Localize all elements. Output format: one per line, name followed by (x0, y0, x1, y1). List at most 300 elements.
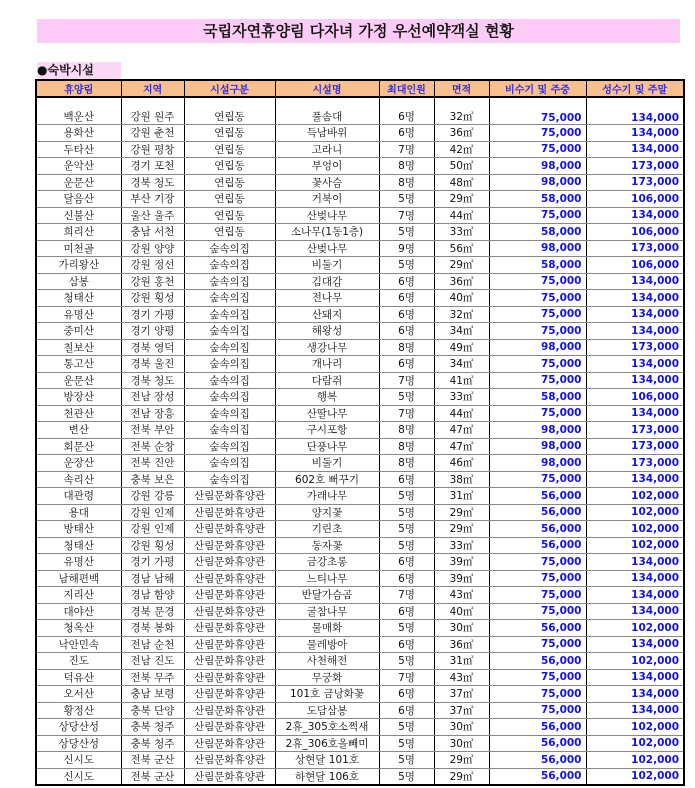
cell-peak-price: 134,000 (586, 587, 684, 604)
cell-facility-name: 물레방아 (275, 636, 379, 653)
cell-forest: 지리산 (36, 587, 121, 604)
cell-peak-price: 102,000 (586, 735, 684, 752)
cell-area: 40㎡ (434, 603, 489, 620)
cell-peak-price: 173,000 (586, 240, 684, 257)
cell-forest: 덕유산 (36, 669, 121, 686)
cell-area: 50㎡ (434, 158, 489, 175)
cell-facility-type: 숲속의집 (184, 471, 275, 488)
cell-area: 43㎡ (434, 587, 489, 604)
cell-facility-name: 꽃사슴 (275, 174, 379, 191)
cell-area: 46㎡ (434, 455, 489, 472)
header-row (36, 80, 684, 97)
cell-max-guests: 5명 (379, 653, 434, 670)
cell-facility-name: 2휴_305호소쩍새 (275, 719, 379, 736)
cell-max-guests: 8명 (379, 174, 434, 191)
cell-forest: 청옥산 (36, 620, 121, 637)
cell-region: 전북 부안 (121, 422, 184, 439)
cell-forest: 청태산 (36, 537, 121, 554)
cell-facility-name: 무궁화 (275, 669, 379, 686)
cell-region: 경기 포천 (121, 158, 184, 175)
table-row (36, 735, 684, 752)
cell-max-guests: 8명 (379, 455, 434, 472)
cell-facility-name: 101호 금낭화꽃 (275, 686, 379, 703)
cell-region: 경북 문경 (121, 603, 184, 620)
cell-facility-name: 602호 뻐꾸기 (275, 471, 379, 488)
table-row (36, 438, 684, 455)
cell-offpeak-price: 56,000 (489, 620, 586, 637)
cell-facility-type: 연립동 (184, 141, 275, 158)
cell-region: 충북 청주 (121, 735, 184, 752)
cell-region: 경남 함양 (121, 587, 184, 604)
cell-facility-type: 연립동 (184, 174, 275, 191)
cell-offpeak-price: 98,000 (489, 422, 586, 439)
cell-max-guests: 6명 (379, 306, 434, 323)
table-row (36, 620, 684, 637)
cell-forest: 삼봉 (36, 273, 121, 290)
cell-region: 경북 청도 (121, 372, 184, 389)
cell-offpeak-price: 75,000 (489, 570, 586, 587)
cell-peak-price: 106,000 (586, 191, 684, 208)
cell-max-guests: 6명 (379, 356, 434, 373)
cell-forest: 방태산 (36, 521, 121, 538)
header-offpeak-price: 비수기 및 주중 (489, 80, 586, 97)
cell-offpeak-price: 75,000 (489, 471, 586, 488)
cell-max-guests: 6명 (379, 273, 434, 290)
cell-region: 강원 횡성 (121, 537, 184, 554)
cell-facility-name: 2휴_306호올빼미 (275, 735, 379, 752)
cell-forest: 신불산 (36, 207, 121, 224)
cell-facility-name: 동자꽃 (275, 537, 379, 554)
cell-peak-price: 134,000 (586, 97, 684, 125)
cell-max-guests: 6명 (379, 554, 434, 571)
cell-offpeak-price: 75,000 (489, 356, 586, 373)
cell-area: 41㎡ (434, 372, 489, 389)
cell-offpeak-price: 56,000 (489, 653, 586, 670)
cell-facility-name: 물매화 (275, 620, 379, 637)
cell-facility-type: 연립동 (184, 97, 275, 125)
cell-region: 전북 군산 (121, 768, 184, 785)
cell-peak-price: 134,000 (586, 125, 684, 142)
table-row (36, 603, 684, 620)
cell-offpeak-price: 98,000 (489, 174, 586, 191)
cell-region: 전북 진안 (121, 455, 184, 472)
cell-offpeak-price: 75,000 (489, 702, 586, 719)
cell-region: 충남 서천 (121, 224, 184, 241)
table-row (36, 752, 684, 769)
cell-max-guests: 6명 (379, 471, 434, 488)
cell-region: 전북 순창 (121, 438, 184, 455)
cell-area: 38㎡ (434, 471, 489, 488)
cell-forest: 유명산 (36, 554, 121, 571)
cell-max-guests: 5명 (379, 488, 434, 505)
cell-facility-name: 다람쥐 (275, 372, 379, 389)
cell-forest: 신시도 (36, 752, 121, 769)
cell-area: 30㎡ (434, 719, 489, 736)
cell-max-guests: 6명 (379, 636, 434, 653)
cell-forest: 방장산 (36, 389, 121, 406)
cell-facility-type: 산림문화휴양관 (184, 570, 275, 587)
cell-offpeak-price: 98,000 (489, 455, 586, 472)
cell-region: 강원 강릉 (121, 488, 184, 505)
cell-facility-type: 산림문화휴양관 (184, 504, 275, 521)
cell-max-guests: 5명 (379, 719, 434, 736)
cell-facility-type: 산림문화휴양관 (184, 735, 275, 752)
cell-max-guests: 7명 (379, 207, 434, 224)
cell-max-guests: 6명 (379, 686, 434, 703)
cell-offpeak-price: 56,000 (489, 719, 586, 736)
cell-offpeak-price: 75,000 (489, 587, 586, 604)
cell-region: 경북 영덕 (121, 339, 184, 356)
cell-peak-price: 173,000 (586, 455, 684, 472)
cell-forest: 두타산 (36, 141, 121, 158)
cell-forest: 청태산 (36, 290, 121, 307)
cell-facility-type: 연립동 (184, 224, 275, 241)
cell-offpeak-price: 56,000 (489, 752, 586, 769)
cell-area: 30㎡ (434, 620, 489, 637)
cell-area: 32㎡ (434, 306, 489, 323)
cell-forest: 변산 (36, 422, 121, 439)
cell-facility-name: 부엉이 (275, 158, 379, 175)
cell-forest: 용화산 (36, 125, 121, 142)
cell-facility-type: 숲속의집 (184, 339, 275, 356)
cell-region: 강원 인제 (121, 521, 184, 538)
cell-peak-price: 134,000 (586, 290, 684, 307)
cell-facility-name: 사천해전 (275, 653, 379, 670)
cell-peak-price: 106,000 (586, 224, 684, 241)
cell-forest: 진도 (36, 653, 121, 670)
cell-forest: 용대 (36, 504, 121, 521)
cell-max-guests: 7명 (379, 141, 434, 158)
cell-facility-name: 해왕성 (275, 323, 379, 340)
cell-max-guests: 8명 (379, 339, 434, 356)
cell-area: 36㎡ (434, 636, 489, 653)
table-row (36, 273, 684, 290)
table-row (36, 521, 684, 538)
cell-region: 강원 정선 (121, 257, 184, 274)
cell-max-guests: 6명 (379, 125, 434, 142)
cell-forest: 운악산 (36, 158, 121, 175)
cell-region: 전남 장흥 (121, 405, 184, 422)
cell-region: 충남 보령 (121, 686, 184, 703)
table-row (36, 174, 684, 191)
cell-facility-name: 소나무(1동1층) (275, 224, 379, 241)
cell-facility-name: 기린초 (275, 521, 379, 538)
cell-peak-price: 134,000 (586, 686, 684, 703)
cell-forest: 운문산 (36, 174, 121, 191)
cell-facility-name: 산딸나무 (275, 405, 379, 422)
cell-area: 36㎡ (434, 125, 489, 142)
cell-region: 전남 장성 (121, 389, 184, 406)
cell-area: 33㎡ (434, 389, 489, 406)
cell-offpeak-price: 75,000 (489, 141, 586, 158)
cell-area: 40㎡ (434, 290, 489, 307)
cell-offpeak-price: 75,000 (489, 372, 586, 389)
cell-facility-name: 생강나무 (275, 339, 379, 356)
cell-offpeak-price: 75,000 (489, 323, 586, 340)
cell-area: 32㎡ (434, 97, 489, 125)
cell-facility-type: 산림문화휴양관 (184, 669, 275, 686)
cell-offpeak-price: 75,000 (489, 306, 586, 323)
cell-area: 29㎡ (434, 191, 489, 208)
cell-facility-name: 굴참나무 (275, 603, 379, 620)
cell-peak-price: 134,000 (586, 554, 684, 571)
cell-max-guests: 5명 (379, 389, 434, 406)
cell-facility-type: 산림문화휴양관 (184, 488, 275, 505)
cell-facility-type: 숲속의집 (184, 356, 275, 373)
cell-facility-name: 하현달 106호 (275, 768, 379, 785)
table-row (36, 554, 684, 571)
cell-region: 경남 남해 (121, 570, 184, 587)
cell-facility-type: 산림문화휴양관 (184, 719, 275, 736)
cell-peak-price: 134,000 (586, 356, 684, 373)
cell-area: 30㎡ (434, 735, 489, 752)
cell-peak-price: 173,000 (586, 174, 684, 191)
cell-peak-price: 134,000 (586, 323, 684, 340)
cell-offpeak-price: 75,000 (489, 636, 586, 653)
cell-facility-name: 도담삼봉 (275, 702, 379, 719)
cell-facility-type: 산림문화휴양관 (184, 554, 275, 571)
cell-facility-name: 득남바위 (275, 125, 379, 142)
cell-max-guests: 6명 (379, 290, 434, 307)
table-row (36, 702, 684, 719)
cell-facility-type: 산림문화휴양관 (184, 702, 275, 719)
cell-forest: 칠보산 (36, 339, 121, 356)
cell-facility-name: 양지꽃 (275, 504, 379, 521)
cell-forest: 오서산 (36, 686, 121, 703)
cell-forest: 운장산 (36, 455, 121, 472)
cell-region: 강원 춘천 (121, 125, 184, 142)
cell-offpeak-price: 75,000 (489, 554, 586, 571)
header-peak-price: 성수기 및 주말 (586, 80, 684, 97)
cell-max-guests: 5명 (379, 620, 434, 637)
cell-offpeak-price: 58,000 (489, 191, 586, 208)
cell-facility-type: 산림문화휴양관 (184, 752, 275, 769)
table-row (36, 240, 684, 257)
cell-max-guests: 7명 (379, 669, 434, 686)
cell-forest: 상당산성 (36, 735, 121, 752)
cell-forest: 상당산성 (36, 719, 121, 736)
cell-region: 경기 양평 (121, 323, 184, 340)
cell-offpeak-price: 58,000 (489, 389, 586, 406)
table-row (36, 257, 684, 274)
cell-peak-price: 102,000 (586, 768, 684, 785)
header-region: 지역 (121, 80, 184, 97)
cell-forest: 백운산 (36, 97, 121, 125)
cell-forest: 미천골 (36, 240, 121, 257)
cell-area: 33㎡ (434, 224, 489, 241)
cell-area: 44㎡ (434, 405, 489, 422)
cell-facility-type: 산림문화휴양관 (184, 653, 275, 670)
cell-area: 47㎡ (434, 422, 489, 439)
cell-offpeak-price: 75,000 (489, 290, 586, 307)
facility-table (35, 79, 685, 786)
cell-facility-name: 산돼지 (275, 306, 379, 323)
cell-facility-type: 숲속의집 (184, 405, 275, 422)
page-title: 국립자연휴양림 다자녀 가정 우선예약객실 현황 (37, 19, 680, 43)
cell-facility-type: 숲속의집 (184, 240, 275, 257)
table-row (36, 471, 684, 488)
cell-peak-price: 134,000 (586, 372, 684, 389)
table-row (36, 306, 684, 323)
cell-area: 43㎡ (434, 669, 489, 686)
cell-region: 경기 가평 (121, 306, 184, 323)
header-facility-type: 시설구분 (184, 80, 275, 97)
cell-max-guests: 9명 (379, 240, 434, 257)
table-row (36, 158, 684, 175)
cell-facility-name: 김대감 (275, 273, 379, 290)
table-row (36, 97, 684, 125)
cell-region: 충북 보은 (121, 471, 184, 488)
cell-facility-name: 개나리 (275, 356, 379, 373)
cell-max-guests: 6명 (379, 702, 434, 719)
cell-facility-type: 숲속의집 (184, 306, 275, 323)
cell-peak-price: 173,000 (586, 422, 684, 439)
cell-peak-price: 134,000 (586, 405, 684, 422)
cell-area: 31㎡ (434, 488, 489, 505)
table-row (36, 686, 684, 703)
cell-facility-name: 반달가슴곰 (275, 587, 379, 604)
cell-region: 강원 평창 (121, 141, 184, 158)
cell-peak-price: 102,000 (586, 521, 684, 538)
cell-forest: 중미산 (36, 323, 121, 340)
table-row (36, 405, 684, 422)
cell-max-guests: 5명 (379, 504, 434, 521)
cell-region: 경기 가평 (121, 554, 184, 571)
cell-area: 36㎡ (434, 273, 489, 290)
cell-peak-price: 102,000 (586, 719, 684, 736)
header-facility-name: 시설명 (275, 80, 379, 97)
table-row (36, 669, 684, 686)
cell-area: 29㎡ (434, 257, 489, 274)
cell-peak-price: 134,000 (586, 570, 684, 587)
cell-peak-price: 134,000 (586, 207, 684, 224)
cell-area: 37㎡ (434, 686, 489, 703)
cell-region: 전북 군산 (121, 752, 184, 769)
cell-area: 47㎡ (434, 438, 489, 455)
cell-facility-name: 풀솜대 (275, 97, 379, 125)
cell-peak-price: 134,000 (586, 273, 684, 290)
cell-facility-name: 전나무 (275, 290, 379, 307)
cell-forest: 달음산 (36, 191, 121, 208)
table-row (36, 125, 684, 142)
cell-peak-price: 134,000 (586, 471, 684, 488)
cell-offpeak-price: 75,000 (489, 603, 586, 620)
cell-region: 충북 청주 (121, 719, 184, 736)
cell-max-guests: 5명 (379, 521, 434, 538)
cell-facility-type: 산림문화휴양관 (184, 686, 275, 703)
cell-facility-type: 연립동 (184, 191, 275, 208)
cell-facility-name: 고라니 (275, 141, 379, 158)
cell-peak-price: 134,000 (586, 141, 684, 158)
table-row (36, 768, 684, 785)
cell-region: 전남 순천 (121, 636, 184, 653)
cell-offpeak-price: 56,000 (489, 735, 586, 752)
cell-facility-type: 산림문화휴양관 (184, 521, 275, 538)
cell-offpeak-price: 56,000 (489, 521, 586, 538)
cell-max-guests: 6명 (379, 323, 434, 340)
cell-area: 42㎡ (434, 141, 489, 158)
header-area: 면적 (434, 80, 489, 97)
section-label: ●숙박시설 (37, 62, 121, 79)
table-row (36, 455, 684, 472)
cell-region: 강원 양양 (121, 240, 184, 257)
cell-peak-price: 134,000 (586, 702, 684, 719)
cell-facility-type: 산림문화휴양관 (184, 768, 275, 785)
cell-area: 56㎡ (434, 240, 489, 257)
cell-facility-name: 구시포항 (275, 422, 379, 439)
cell-region: 부산 기장 (121, 191, 184, 208)
cell-facility-name: 금강초롱 (275, 554, 379, 571)
cell-forest: 운문산 (36, 372, 121, 389)
cell-offpeak-price: 75,000 (489, 273, 586, 290)
table-row (36, 570, 684, 587)
cell-area: 44㎡ (434, 207, 489, 224)
cell-area: 29㎡ (434, 504, 489, 521)
cell-forest: 대야산 (36, 603, 121, 620)
cell-peak-price: 102,000 (586, 504, 684, 521)
cell-forest: 천관산 (36, 405, 121, 422)
header-forest: 휴양림 (36, 80, 121, 97)
table-row (36, 356, 684, 373)
cell-facility-type: 숲속의집 (184, 323, 275, 340)
cell-offpeak-price: 75,000 (489, 669, 586, 686)
cell-offpeak-price: 56,000 (489, 537, 586, 554)
table-row (36, 488, 684, 505)
cell-offpeak-price: 98,000 (489, 339, 586, 356)
cell-region: 전북 무주 (121, 669, 184, 686)
table-row (36, 389, 684, 406)
table-row (36, 653, 684, 670)
cell-forest: 유명산 (36, 306, 121, 323)
cell-facility-type: 숲속의집 (184, 273, 275, 290)
table-row (36, 339, 684, 356)
table-row (36, 141, 684, 158)
cell-facility-type: 연립동 (184, 158, 275, 175)
cell-offpeak-price: 75,000 (489, 405, 586, 422)
cell-facility-type: 산림문화휴양관 (184, 603, 275, 620)
cell-max-guests: 6명 (379, 97, 434, 125)
cell-peak-price: 102,000 (586, 537, 684, 554)
cell-forest: 가리왕산 (36, 257, 121, 274)
cell-facility-name: 단풍나무 (275, 438, 379, 455)
cell-region: 충북 단양 (121, 702, 184, 719)
cell-facility-name: 산벚나무 (275, 240, 379, 257)
cell-max-guests: 5명 (379, 768, 434, 785)
cell-facility-name: 비둘기 (275, 257, 379, 274)
table-row (36, 636, 684, 653)
cell-area: 48㎡ (434, 174, 489, 191)
header-max-guests: 최대인원 (379, 80, 434, 97)
cell-max-guests: 5명 (379, 191, 434, 208)
cell-max-guests: 6명 (379, 603, 434, 620)
table-row (36, 587, 684, 604)
cell-region: 강원 홍천 (121, 273, 184, 290)
cell-forest: 신시도 (36, 768, 121, 785)
cell-facility-type: 연립동 (184, 207, 275, 224)
cell-region: 경북 청도 (121, 174, 184, 191)
cell-facility-name: 산벚나무 (275, 207, 379, 224)
cell-region: 전남 진도 (121, 653, 184, 670)
cell-area: 29㎡ (434, 521, 489, 538)
cell-facility-type: 숲속의집 (184, 389, 275, 406)
cell-area: 29㎡ (434, 752, 489, 769)
table-row (36, 719, 684, 736)
table-row (36, 290, 684, 307)
cell-peak-price: 134,000 (586, 306, 684, 323)
cell-facility-type: 숲속의집 (184, 422, 275, 439)
cell-forest: 회문산 (36, 438, 121, 455)
cell-facility-type: 산림문화휴양관 (184, 636, 275, 653)
